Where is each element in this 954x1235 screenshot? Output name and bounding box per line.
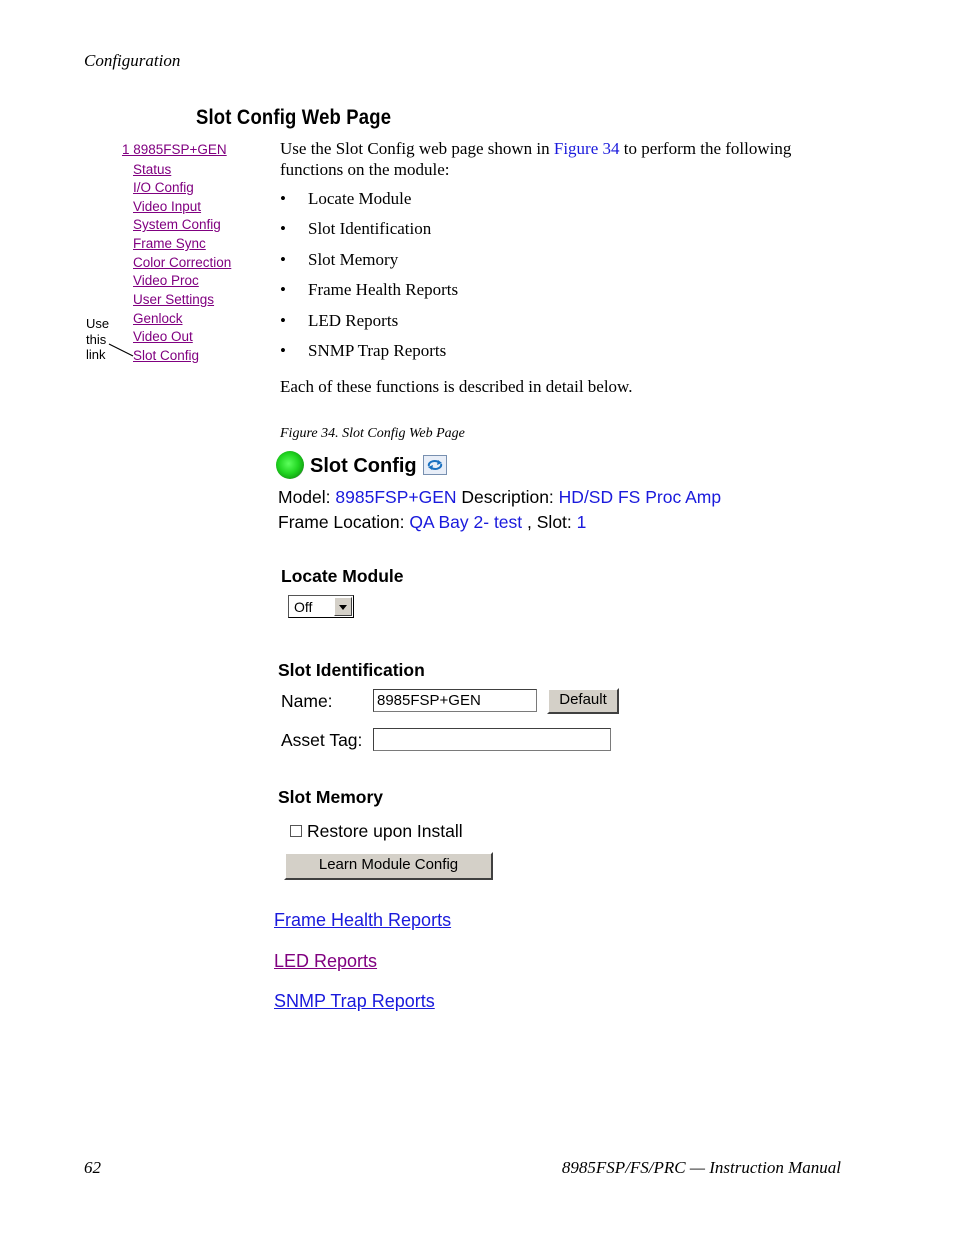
nav-item-status[interactable]: Status (133, 162, 172, 177)
nav-item-video-out[interactable]: Video Out (133, 329, 193, 344)
slot-identification-heading: Slot Identification (278, 660, 425, 680)
nav-item-video-proc[interactable]: Video Proc (133, 273, 199, 288)
section-heading: Slot Config Web Page (196, 106, 392, 129)
model-line (278, 487, 721, 508)
figure-caption: Figure 34. Slot Config Web Page (280, 426, 465, 441)
frame-health-reports-link[interactable]: Frame Health Reports (274, 910, 452, 930)
list-item: • Slot Identification (280, 219, 458, 249)
frame-location-value: QA Bay 2- test (409, 512, 523, 532)
callout-text (86, 316, 109, 363)
list-item: • LED Reports (280, 311, 458, 341)
name-input[interactable] (373, 689, 537, 712)
nav-item-color-correction[interactable]: Color Correction (133, 255, 232, 270)
slot-value: 1 (576, 512, 587, 532)
name-label: Name: (281, 691, 333, 711)
list-item: • SNMP Trap Reports (280, 341, 458, 371)
nav-item-module[interactable]: 1 8985FSP+GEN (122, 142, 227, 157)
description-label: Description: (461, 487, 554, 507)
intro-paragraph (280, 138, 850, 180)
learn-module-config-button[interactable]: Learn Module Config (284, 852, 493, 880)
restore-checkbox[interactable] (290, 825, 302, 837)
nav-item-slot-config[interactable]: Slot Config (133, 348, 200, 363)
slot-config-title: Slot Config (310, 455, 417, 477)
locate-module-value: Off (294, 599, 313, 615)
nav-item-genlock[interactable]: Genlock (133, 311, 183, 326)
nav-item-system-config[interactable]: System Config (133, 217, 221, 232)
model-label: Model: (278, 487, 331, 507)
led-reports-link[interactable]: LED Reports (274, 951, 378, 971)
status-led-icon (276, 451, 304, 479)
callout-line-2: this (86, 331, 107, 347)
figure-34-link[interactable]: Figure 34 (553, 139, 620, 158)
locate-module-heading: Locate Module (281, 566, 404, 586)
slot-memory-heading: Slot Memory (278, 787, 384, 807)
snmp-trap-reports-link[interactable]: SNMP Trap Reports (274, 991, 435, 1011)
intro-text-end: to perform the following functions on the module: (280, 139, 792, 179)
callout-line-1: Use (86, 316, 110, 331)
list-item: • Locate Module (280, 189, 458, 219)
model-value: 8985FSP+GEN (335, 487, 457, 507)
intro-text-start: Use the Slot Config web page shown in (280, 139, 554, 158)
asset-tag-input[interactable] (373, 728, 611, 751)
summary-text: Each of these functions is described in detail below. (280, 377, 633, 396)
nav-item-user-settings[interactable]: User Settings (133, 292, 215, 307)
nav-item-io-config[interactable]: I/O Config (133, 180, 194, 195)
manual-title: 8985FSP/FS/PRC — Instruction Manual (561, 1158, 841, 1177)
running-header: Configuration (84, 51, 181, 70)
chevron-down-icon[interactable] (334, 597, 352, 616)
nav-item-video-input[interactable]: Video Input (133, 199, 202, 214)
nav-item-frame-sync[interactable]: Frame Sync (133, 236, 206, 251)
locate-module-select[interactable] (288, 595, 354, 618)
page-number: 62 (84, 1158, 101, 1177)
slot-label: , Slot: (527, 512, 572, 532)
default-button[interactable]: Default (547, 688, 619, 714)
callout-line-3: link (86, 347, 106, 362)
description-value: HD/SD FS Proc Amp (558, 487, 722, 507)
function-list (280, 189, 458, 371)
restore-label: Restore upon Install (307, 821, 463, 841)
frame-location-label: Frame Location: (278, 512, 405, 532)
list-item: • Slot Memory (280, 250, 458, 280)
frame-location-line (278, 512, 586, 533)
callout-arrow (108, 343, 134, 357)
refresh-icon[interactable] (423, 455, 447, 475)
list-item: • Frame Health Reports (280, 280, 458, 310)
asset-tag-label: Asset Tag: (281, 730, 363, 750)
